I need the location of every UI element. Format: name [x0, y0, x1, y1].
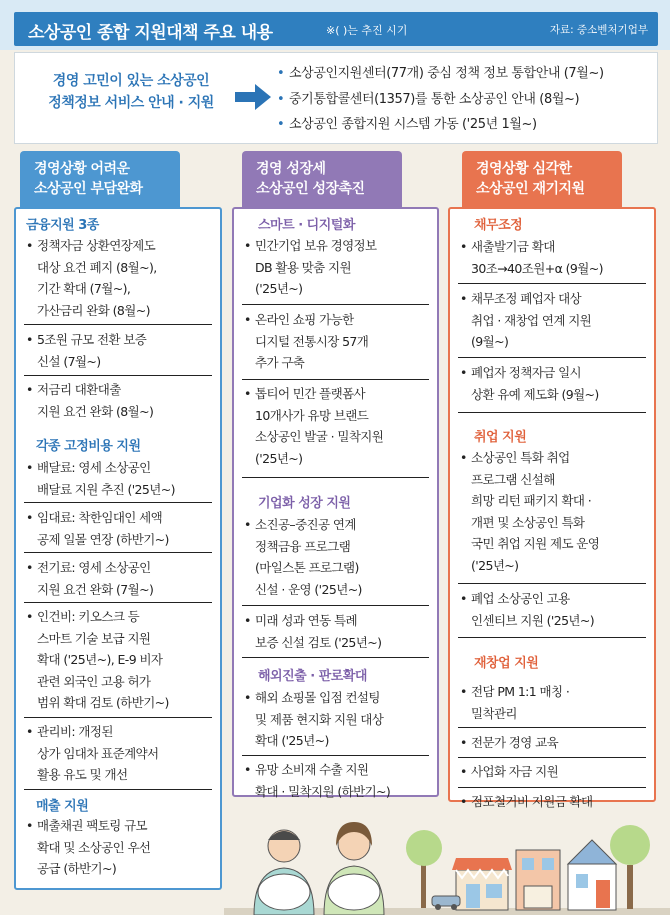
item-line: 관련 외국인 고용 허가: [37, 673, 151, 689]
divider: [458, 412, 646, 413]
list-item: [26, 235, 157, 321]
summary-item: • 중기통합콜센터(1357)를 통한 소상공인 안내 (8월~): [277, 87, 604, 113]
item-line: 디지털 전통시장 57개: [255, 333, 369, 349]
item-line: • 인건비: 키오스크 등: [37, 609, 140, 624]
item-line: • 5조원 규모 전환 보증: [37, 332, 147, 347]
divider: [458, 357, 646, 358]
item-line: 인센티브 지원 ('25년~): [471, 612, 595, 628]
item-line: 10개사가 유망 브랜드: [255, 407, 369, 423]
summary-item: • 소상공인지원센터(77개) 중심 정책 정보 통합안내 (7월~): [277, 61, 604, 87]
list-item: [26, 329, 146, 372]
merchant-woman-figure: [324, 822, 384, 915]
item-line: • 매출채권 팩토링 규모: [37, 818, 148, 833]
list-item: [26, 606, 169, 714]
item-line: 범위 확대 검토 (하반기~): [37, 695, 169, 710]
item-line: 대상 요건 폐지 (8월~),: [37, 259, 157, 275]
divider: [24, 324, 212, 325]
divider: [24, 502, 212, 503]
item-line: 추가 구축: [255, 355, 305, 370]
divider: [242, 379, 429, 380]
storefront-shape: [568, 840, 616, 910]
item-line: • 민간기업 보유 경영정보: [255, 238, 377, 253]
column-header-line: 경영상황 어려운: [34, 161, 130, 177]
item-line: • 저금리 대환대출: [37, 382, 121, 397]
list-item: [244, 687, 383, 752]
item-line: • 임대료: 착한임대인 세액: [37, 510, 163, 525]
item-line: • 채무조정 폐업자 대상: [471, 291, 582, 306]
divider: [458, 583, 646, 584]
item-line: • 새출발기금 확대: [471, 239, 555, 254]
item-line: 국민 취업 지원 제도 운영: [471, 536, 600, 551]
item-line: • 배달료: 영세 소상공인: [37, 460, 151, 475]
column-growth: [232, 207, 439, 797]
item-line: 스마트 기술 보급 지원: [37, 630, 151, 646]
divider: [24, 789, 212, 790]
divider: [458, 727, 646, 728]
item-line: 프로그램 신설해: [471, 471, 555, 487]
divider: [458, 757, 646, 758]
list-item: [244, 235, 377, 300]
item-line: • 관리비: 개정된: [37, 724, 113, 739]
storefront-shape: [516, 850, 560, 910]
item-line: • 소진공–중진공 연계: [255, 517, 356, 532]
column-header-recovery: [462, 151, 622, 211]
divider: [242, 755, 429, 756]
item-line: ('25년~): [471, 557, 519, 573]
divider: [458, 787, 646, 788]
summary-heading: [31, 70, 231, 114]
header-band: [0, 0, 670, 50]
item-line: (9월~): [471, 334, 509, 349]
item-line: 활용 유도 및 개선: [37, 767, 128, 782]
section-title-export: 해외진출 · 판로확대: [258, 669, 367, 684]
divider: [24, 375, 212, 376]
section-title-fixed-costs: 각종 고정비용 지원: [36, 439, 141, 454]
summary-list: [277, 61, 604, 138]
item-line: 확대 · 밀착지원 (하반기~): [255, 783, 391, 799]
summary-heading-line-2: 정책정보 서비스 안내 · 지원: [48, 95, 214, 111]
item-line: 가산금리 완화 (8월~): [37, 302, 150, 318]
column-header-line: 경영 성장세: [256, 161, 326, 177]
item-line: 신설 · 운영 ('25년~): [255, 581, 362, 597]
page-title: 소상공인 종합 지원대책 주요 내용: [28, 23, 273, 43]
summary-heading-line-1: 경영 고민이 있는 소상공인: [52, 73, 210, 89]
list-item: [244, 383, 383, 469]
list-item: [244, 759, 390, 802]
item-line: • 사업화 자금 지원: [471, 764, 559, 779]
item-line: 확대 ('25년~), E-9 비자: [37, 652, 163, 667]
divider: [24, 552, 212, 553]
item-line: 신설 (7월~): [37, 353, 101, 369]
list-item: [460, 362, 599, 405]
divider: [24, 717, 212, 718]
list-item: [26, 815, 150, 880]
item-line: • 정책자금 상환연장제도: [37, 238, 156, 253]
list-item: [26, 379, 153, 422]
car-shape: [432, 896, 460, 910]
item-line: 보증 신설 검토 ('25년~): [255, 634, 382, 650]
item-line: 30조→40조원+α (9월~): [471, 260, 603, 276]
column-header-line: 소상공인 부담완화: [34, 181, 143, 197]
column-header-line: 경영상황 심각한: [476, 161, 572, 177]
list-item: [244, 610, 381, 653]
item-line: 및 제품 현지화 지원 대상: [255, 711, 384, 727]
item-line: 밀착관리: [471, 705, 517, 721]
divider: [242, 477, 429, 478]
item-line: • 폐업자 정책자금 일시: [471, 365, 582, 380]
item-line: (마일스톤 프로그램): [255, 560, 359, 575]
period-note: ※( )는 추진 시기: [326, 24, 408, 37]
item-line: 상환 유예 제도화 (9월~): [471, 386, 599, 402]
list-item: [244, 514, 362, 600]
list-item: [460, 288, 591, 353]
list-item: [460, 588, 594, 631]
item-line: • 소상공인 특화 취업: [471, 450, 570, 465]
item-line: • 미래 성과 연동 특례: [255, 613, 357, 628]
item-line: • 전문가 경영 교육: [471, 735, 559, 750]
divider: [458, 637, 646, 638]
merchants-illustration: [224, 800, 670, 915]
divider: [458, 283, 646, 284]
section-title-sales: 매출 지원: [36, 799, 89, 814]
item-line: • 톱티어 민간 플랫폼사: [255, 386, 366, 401]
column-header-relief: [20, 151, 180, 211]
item-line: ('25년~): [255, 450, 303, 466]
section-title-finance: 금융지원 3종: [26, 218, 99, 233]
item-line: 확대 및 소상공인 우선: [37, 839, 151, 855]
section-title-debt: 채무조정: [474, 218, 523, 233]
item-line: 소상공인 발굴 · 밀착지원: [255, 429, 384, 444]
storefront-shape: [452, 858, 512, 910]
divider: [242, 657, 429, 658]
item-line: 공제 일몰 연장 (하반기~): [37, 531, 169, 547]
source-label: 자료: 중소벤처기업부: [549, 24, 648, 36]
list-item: [26, 507, 169, 550]
item-line: DB 활용 맞춤 지원: [255, 259, 351, 275]
column-header-growth: [242, 151, 402, 211]
summary-item: • 소상공인 종합지원 시스템 가동 ('25년 1월~): [277, 112, 604, 138]
item-line: 상가 임대차 표준계약서: [37, 745, 159, 761]
column-header-line: 소상공인 성장촉진: [256, 181, 365, 197]
list-item: [460, 761, 558, 783]
list-item: [26, 457, 175, 500]
section-title-corporatize: 기업화 성장 지원: [258, 496, 351, 511]
item-line: 공급 (하반기~): [37, 861, 117, 876]
section-title-digital: 스마트 · 디지털화: [258, 218, 355, 233]
list-item: [460, 236, 603, 279]
column-recovery: [448, 207, 656, 809]
item-line: • 전기료: 영세 소상공인: [37, 560, 151, 575]
item-line: • 전담 PM 1:1 매칭 ·: [471, 684, 570, 699]
arrow-right-icon: [235, 84, 271, 110]
item-line: 확대 ('25년~): [255, 733, 329, 748]
title-bar: [14, 12, 658, 46]
column-header-line: 소상공인 재기지원: [476, 181, 585, 197]
column-relief: [14, 207, 222, 890]
section-title-employment: 취업 지원: [474, 430, 527, 445]
list-item: [460, 732, 558, 754]
item-line: 기간 확대 (7월~),: [37, 281, 131, 296]
item-line: 취업 · 재창업 연계 지원: [471, 312, 592, 328]
item-line: 지원 요건 완화 (8월~): [37, 403, 154, 419]
item-line: ('25년~): [255, 281, 303, 296]
divider: [24, 602, 212, 603]
list-item: [26, 557, 153, 600]
item-line: 지원 요건 완화 (7월~): [37, 581, 154, 597]
item-line: • 온라인 쇼핑 가능한: [255, 312, 354, 327]
list-item: [460, 681, 569, 724]
divider: [242, 304, 429, 305]
item-line: 정책금융 프로그램: [255, 538, 351, 554]
item-line: 개편 및 소상공인 특화: [471, 514, 585, 530]
list-item: [244, 309, 368, 374]
item-line: • 유망 소비재 수출 지원: [255, 762, 369, 777]
item-line: • 점포철거비 지원금 확대: [471, 794, 593, 809]
item-line: • 해외 쇼핑몰 입점 컨설팅: [255, 690, 380, 705]
section-title-restart: 재창업 지원: [474, 656, 539, 671]
merchant-man-figure: [254, 830, 314, 915]
divider: [242, 605, 429, 606]
summary-panel: [14, 52, 658, 144]
item-line: 희망 리턴 패키지 확대 ·: [471, 493, 592, 508]
item-line: • 폐업 소상공인 고용: [471, 591, 570, 606]
list-item: [26, 721, 159, 786]
list-item: [460, 447, 599, 576]
item-line: 배달료 지원 추진 ('25년~): [37, 481, 175, 497]
